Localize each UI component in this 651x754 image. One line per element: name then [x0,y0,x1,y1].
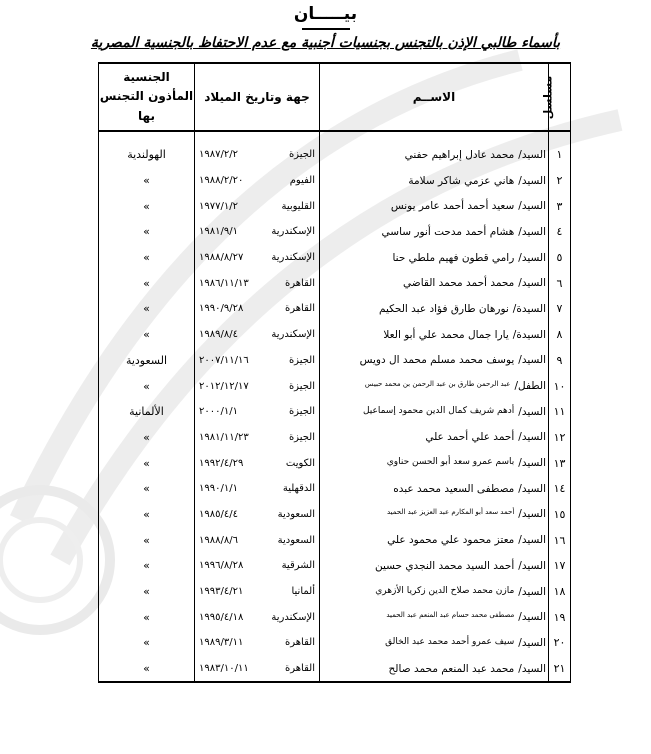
honorific: السيد/ [518,174,546,187]
nationality-cell: » [99,656,195,683]
table-row [99,502,571,528]
serial-cell: ١١ [549,399,571,425]
name-cell [320,425,549,451]
honorific: السيد/ [518,534,546,547]
birth-cell [195,348,320,374]
serial-cell: ٤ [549,219,571,245]
birth-date: ١٩٩٠/٩/٢٨ [199,303,244,315]
honorific: السيد/ [518,200,546,213]
birth-date: ٢٠١٢/١٢/١٧ [199,380,249,392]
nationality-cell: » [99,527,195,553]
table-row [99,322,571,348]
nationality-cell: » [99,193,195,219]
name-cell [320,322,549,348]
birth-date: ١٩٨٦/١١/١٣ [199,277,249,289]
birth-cell [195,270,320,296]
serial-cell: ٥ [549,245,571,271]
table-row [99,245,571,271]
birth-cell [195,399,320,425]
person-name: محمد أحمد محمد القاضي [403,277,515,290]
birth-place: السعودية [277,508,315,520]
nationality-cell: » [99,604,195,630]
birth-date: ١٩٩٥/٤/١٨ [199,611,244,623]
nationality-cell: السعودية [99,348,195,374]
table-row [99,399,571,425]
honorific: السيد/ [518,431,546,444]
honorific: السيد/ [518,585,546,598]
honorific: السيد/ [518,405,546,418]
serial-cell: ١٢ [549,425,571,451]
person-name: محمد عبد المنعم محمد صالح [388,662,515,675]
name-cell [320,579,549,605]
nationality-cell: » [99,502,195,528]
birth-cell [195,656,320,683]
birth-cell [195,219,320,245]
nationality-cell: » [99,168,195,194]
name-cell [320,502,549,528]
serial-cell: ٦ [549,270,571,296]
birth-place: القاهرة [285,663,315,675]
serial-cell: ٢ [549,168,571,194]
nationality-cell: » [99,322,195,348]
birth-place: ألمانيا [291,586,315,598]
nationality-cell: » [99,270,195,296]
table-row [99,450,571,476]
birth-date: ١٩٨٨/٨/٢٧ [199,252,244,264]
nationality-cell: » [99,296,195,322]
honorific: السيد/ [518,251,546,264]
serial-cell: ١٩ [549,604,571,630]
applicants-table [98,62,571,683]
birth-cell [195,502,320,528]
table-row [99,476,571,502]
birth-place: القاهرة [285,637,315,649]
name-cell [320,168,549,194]
birth-place: الجيزة [288,380,315,392]
serial-cell: ٣ [549,193,571,219]
serial-cell: ١٧ [549,553,571,579]
person-name: سيف عمرو أحمد محمد عبد الخالق [385,636,515,647]
nationality-cell: » [99,579,195,605]
person-name: مازن محمد صلاح الدين زكريا الأزهري [375,585,515,596]
name-cell [320,604,549,630]
person-name: معتز محمود علي محمود علي [387,534,515,547]
person-name: مصطفى السعيد محمد عبده [393,482,515,495]
birth-date: ١٩٨١/١١/٢٣ [199,431,249,443]
person-name: نورهان طارق فؤاد عبد الحكيم [378,302,509,315]
serial-cell: ١٥ [549,502,571,528]
birth-place: الجيزة [288,406,315,418]
table-row [99,270,571,296]
name-cell [320,450,549,476]
birth-place: الإسكندرية [271,329,315,341]
birth-cell [195,142,320,168]
birth-date: ١٩٩٠/١/١ [199,483,238,495]
nationality-cell: » [99,553,195,579]
birth-cell [195,425,320,451]
table-header-row [99,63,571,131]
nationality-cell: » [99,219,195,245]
serial-cell: ١٦ [549,527,571,553]
birth-cell [195,373,320,399]
name-cell [320,219,549,245]
nationality-cell: » [99,425,195,451]
serial-cell: ١٨ [549,579,571,605]
person-name: يارا جمال محمد علي أبو العلا [383,328,509,341]
name-cell [320,373,549,399]
birth-cell [195,245,320,271]
birth-place: الجيزة [288,431,315,443]
birth-cell [195,476,320,502]
person-name: محمد عادل إبراهيم حفني [404,148,515,161]
birth-cell [195,604,320,630]
table-row [99,630,571,656]
person-name: مصطفى محمد حسام عبد المنعم عبد الحميد [386,611,515,620]
name-cell [320,553,549,579]
name-cell [320,630,549,656]
header-serial: مسلسل [549,63,571,131]
honorific: السيد/ [518,662,546,675]
person-name: هشام أحمد مدحت أنور ساسي [381,225,515,238]
person-name: أدهم شريف كمال الدين محمود إسماعيل [362,405,515,416]
table-row [99,142,571,168]
person-name: باسم عمرو سعد أبو الحسن حناوي [386,457,515,468]
name-cell [320,476,549,502]
person-name: رامي قطون فهيم ملطي حنا [392,251,515,264]
honorific: السيد/ [518,482,546,495]
nationality-cell: » [99,476,195,502]
serial-cell: ٨ [549,322,571,348]
serial-cell: ١٠ [549,373,571,399]
birth-place: السعودية [277,534,315,546]
birth-date: ١٩٩٦/٨/٢٨ [199,560,244,572]
person-name: أحمد السيد محمد النجدي حسين [374,559,515,572]
birth-date: ١٩٩٣/٤/٢١ [199,586,244,598]
name-cell [320,245,549,271]
birth-date: ١٩٨١/٩/١ [199,226,238,238]
birth-date: ١٩٨٩/٣/١١ [199,637,244,649]
table-row [99,348,571,374]
name-cell [320,656,549,683]
person-name: أحمد سعد أبو المكارم عبد العزيز عبد الحميد [386,508,515,517]
table-row [99,193,571,219]
birth-cell [195,450,320,476]
honorific: السيد/ [518,277,546,290]
person-name: سعيد أحمد أحمد عامر يونس [390,200,515,213]
nationality-cell: » [99,373,195,399]
birth-place: الجيزة [288,149,315,161]
birth-place: الدقهلية [282,483,315,495]
serial-cell: ٩ [549,348,571,374]
serial-cell: ٧ [549,296,571,322]
birth-date: ١٩٨٩/٨/٤ [199,329,238,341]
nationality-cell: » [99,630,195,656]
table-row [99,604,571,630]
person-name: أحمد علي أحمد علي [425,431,515,444]
table-row [99,425,571,451]
name-cell [320,527,549,553]
birth-cell [195,193,320,219]
nationality-cell: » [99,245,195,271]
table-row [99,527,571,553]
page-subtitle: بأسماء طالبي الإذن بالتجنس بجنسيات أجنبية مع عدم الاحتفاظ بالجنسية المصرية [90,35,561,51]
birth-date: ١٩٨٨/٢/٢٠ [199,175,244,187]
birth-place: الكويت [285,457,315,469]
birth-cell [195,579,320,605]
birth-date: ١٩٨٥/٤/٤ [199,508,238,520]
name-cell [320,270,549,296]
nationality-cell: الألمانية [99,399,195,425]
serial-cell: ١٤ [549,476,571,502]
page-title: بيـــــان [293,4,358,24]
serial-cell: ١ [549,142,571,168]
serial-cell: ٢١ [549,656,571,683]
table-row [99,168,571,194]
honorific: الطفل/ [514,380,546,393]
birth-place: القليوبية [281,200,315,212]
birth-date: ٢٠٠٧/١١/١٦ [199,354,249,366]
honorific: السيد/ [518,148,546,161]
birth-cell [195,630,320,656]
birth-place: الفيوم [289,175,315,187]
birth-date: ٢٠٠٠/١/١ [199,406,238,418]
serial-cell: ٢٠ [549,630,571,656]
birth-cell [195,527,320,553]
name-cell [320,193,549,219]
person-name: عبد الرحمن طارق بن عبد الرحمن بن محمد حبيس [364,380,511,389]
birth-cell [195,296,320,322]
table-row [99,296,571,322]
title-underline [302,28,350,30]
birth-place: الإسكندرية [271,226,315,238]
honorific: السيد/ [518,559,546,572]
birth-date: ١٩٨٧/٢/٢ [199,149,238,161]
honorific: السيدة/ [512,328,546,341]
name-cell [320,348,549,374]
person-name: هاني عزمي شاكر سلامة [408,174,515,187]
table-row [99,373,571,399]
nationality-cell: » [99,450,195,476]
birth-place: الشرقية [281,560,315,572]
header-name: الاســم [320,63,549,131]
birth-place: القاهرة [285,277,315,289]
birth-place: القاهرة [285,303,315,315]
name-cell [320,399,549,425]
birth-date: ١٩٩٢/٤/٢٩ [199,457,244,469]
person-name: يوسف محمد مسلم محمد ال دويس [359,354,515,367]
birth-place: الإسكندرية [271,252,315,264]
birth-date: ١٩٧٧/١/٢ [199,200,238,212]
birth-date: ١٩٨٣/١٠/١١ [199,663,249,675]
birth-cell [195,168,320,194]
birth-place: الجيزة [288,354,315,366]
honorific: السيد/ [518,508,546,521]
table-row [99,219,571,245]
honorific: السيد/ [518,354,546,367]
birth-place: الإسكندرية [271,611,315,623]
birth-cell [195,553,320,579]
birth-date: ١٩٨٨/٨/٦ [199,534,238,546]
honorific: السيدة/ [512,302,546,315]
name-cell [320,296,549,322]
honorific: السيد/ [518,225,546,238]
header-nationality: الجنسية المأذون التجنس بها [99,63,195,131]
honorific: السيد/ [518,611,546,624]
nationality-cell: الهولندية [99,142,195,168]
honorific: السيد/ [518,636,546,649]
table-row [99,553,571,579]
name-cell [320,142,549,168]
header-birth: جهة وتاريخ الميلاد [195,63,320,131]
serial-cell: ١٣ [549,450,571,476]
honorific: السيد/ [518,457,546,470]
table-row [99,579,571,605]
table-row [99,656,571,683]
birth-cell [195,322,320,348]
